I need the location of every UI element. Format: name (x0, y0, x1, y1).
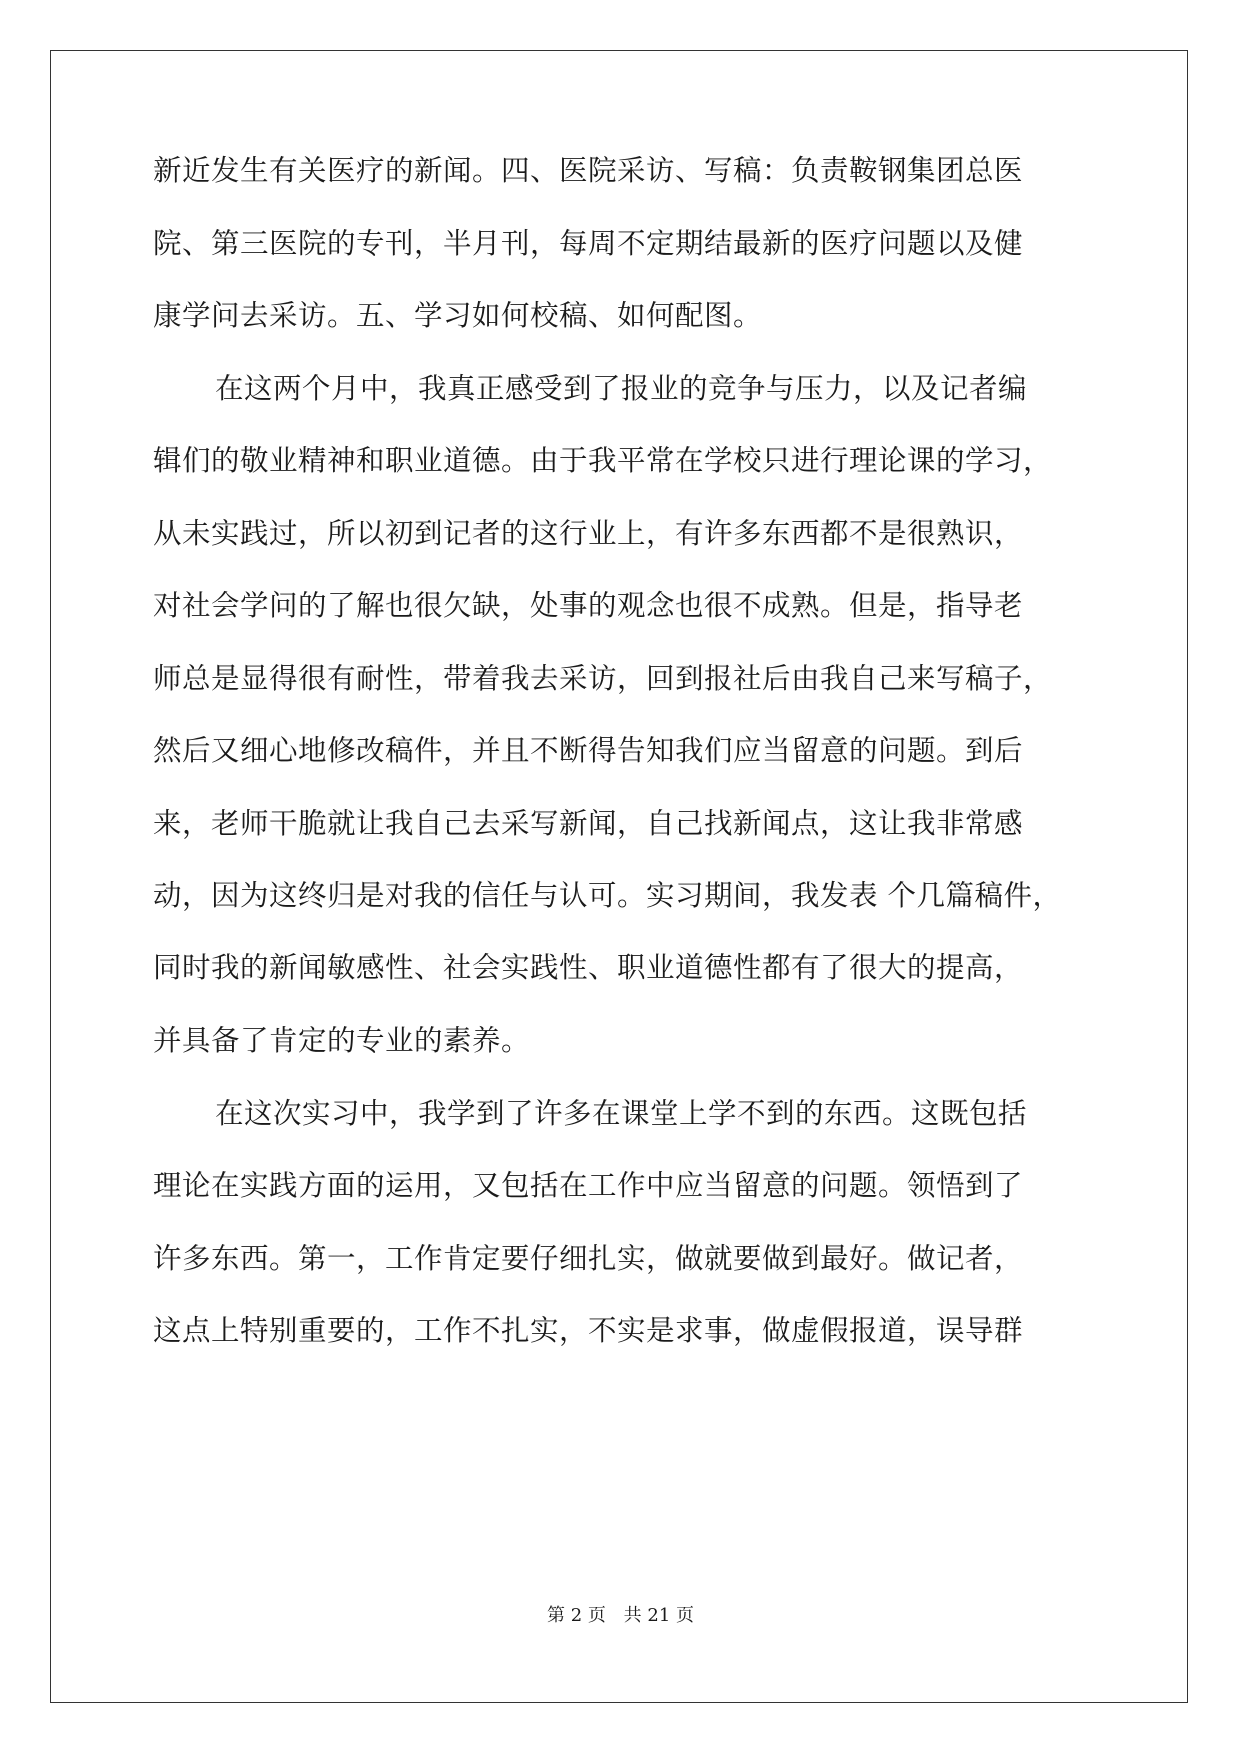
text-line: 许多东西。第一，工作肯定要仔细扎实，做就要做到最好。做记者， (153, 1242, 1024, 1275)
text-line: 然后又细心地修改稿件，并且不断得告知我们应当留意的问题。到后 (153, 734, 1024, 767)
text-line: 理论在实践方面的运用，又包括在工作中应当留意的问题。领悟到了 (153, 1169, 1024, 1202)
page-total: 共 21 页 (623, 1605, 694, 1626)
text-line: 从未实践过，所以初到记者的这行业上，有许多东西都不是很熟识， (153, 517, 1024, 550)
text-line: 院、第三医院的专刊，半月刊，每周不定期结最新的医疗问题以及健 (153, 227, 1024, 260)
text-line: 辑们的敬业精神和职业道德。由于我平常在学校只进行理论课的学习， (153, 444, 1053, 477)
text-line: 来，老师干脆就让我自己去采写新闻，自己找新闻点，这让我非常感 (153, 807, 1024, 840)
text-line: 康学问去采访。五、学习如何校稿、如何配图。 (153, 299, 763, 332)
page-number: 第 2 页 (547, 1605, 606, 1626)
page-footer (0, 1604, 1241, 1628)
text-line: 师总是显得很有耐性，带着我去采访，回到报社后由我自己来写稿子， (153, 662, 1053, 695)
text-line: 新近发生有关医疗的新闻。四、医院采访、写稿：负责鞍钢集团总医 (153, 154, 1024, 187)
text-line: 这点上特别重要的，工作不扎实，不实是求事，做虚假报道，误导群 (153, 1314, 1024, 1347)
text-line: 对社会学问的了解也很欠缺，处事的观念也很不成熟。但是，指导老 (153, 589, 1024, 622)
text-line: 同时我的新闻敏感性、社会实践性、职业道德性都有了很大的提高， (153, 951, 1024, 984)
text-line: 动，因为这终归是对我的信任与认可。实习期间，我发表 个几篇稿件， (153, 879, 1062, 912)
text-line: 并具备了肯定的专业的素养。 (153, 1024, 531, 1057)
paragraph-start-line: 在这两个月中，我真正感受到了报业的竞争与压力，以及记者编 (215, 372, 1028, 405)
paragraph-start-line: 在这次实习中，我学到了许多在课堂上学不到的东西。这既包括 (215, 1097, 1028, 1130)
